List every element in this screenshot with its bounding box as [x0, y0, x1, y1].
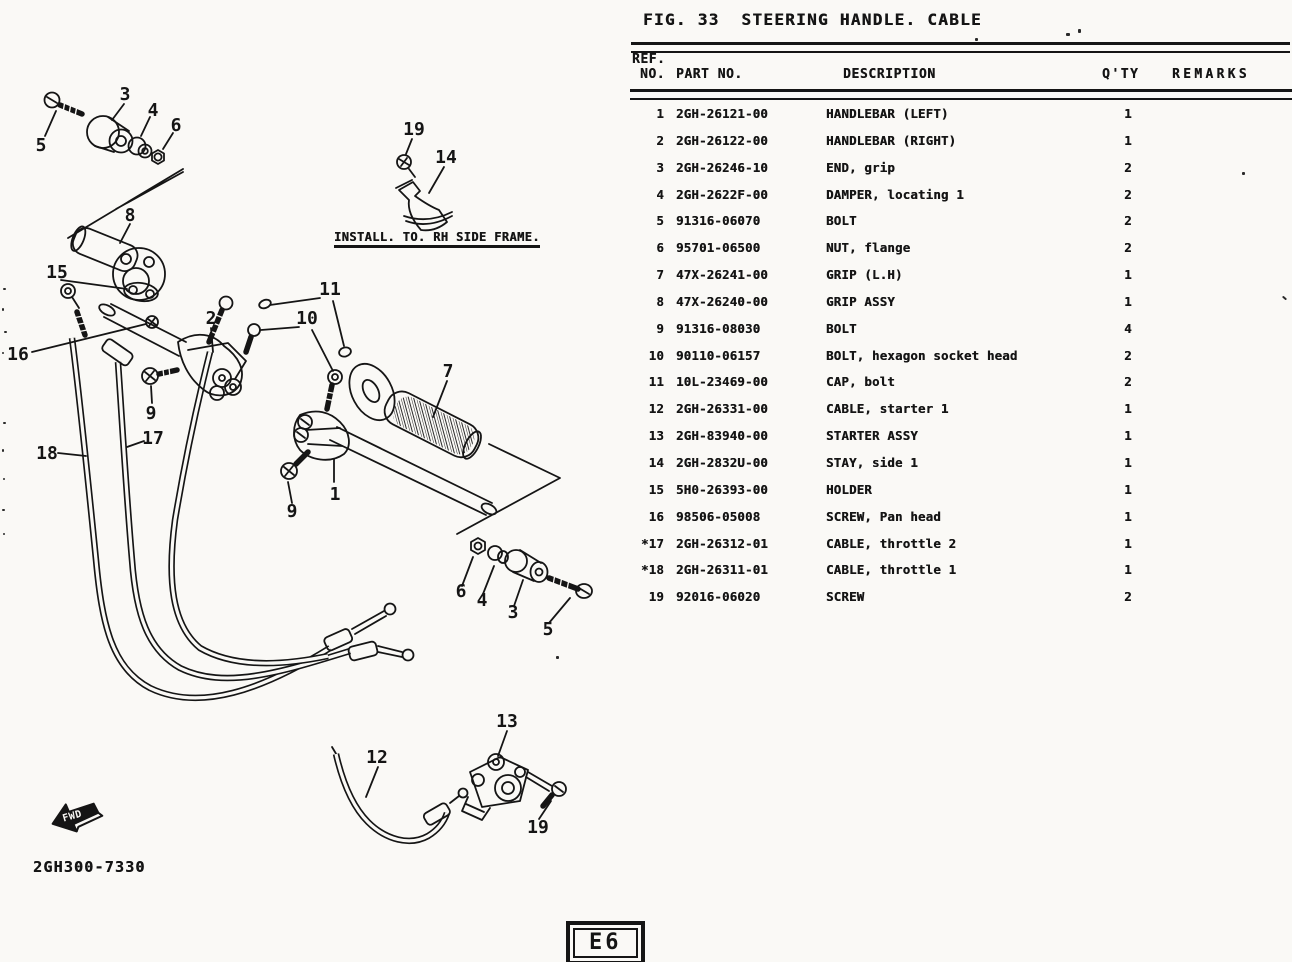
- cable-leaders: [58, 441, 144, 456]
- table-header-rule: [630, 89, 1292, 100]
- desc-cell: GRIP (L.H): [826, 267, 903, 283]
- callout-label: 4: [147, 100, 159, 121]
- part-cell: 10L-23469-00: [676, 374, 768, 390]
- table-row: [630, 106, 1292, 133]
- callout-label: 17: [142, 428, 164, 449]
- scan-speck: [2, 352, 4, 354]
- scan-speck: [2, 509, 5, 511]
- col-header-part: PART NO.: [676, 67, 743, 82]
- table-row: [630, 455, 1292, 482]
- callout-label: 9: [286, 501, 298, 522]
- desc-cell: CABLE, throttle 1: [826, 562, 957, 578]
- pointer-chevron: [457, 444, 560, 534]
- ref-cell: 10: [648, 347, 664, 363]
- qty-cell: 1: [1124, 267, 1132, 283]
- table-row: [630, 401, 1292, 428]
- callout-label: 4: [476, 590, 488, 611]
- table-row: [630, 589, 1292, 616]
- ref-cell: 7: [656, 267, 664, 283]
- install-note: INSTALL. TO. RH SIDE FRAME.: [334, 230, 540, 248]
- table-row: [630, 240, 1292, 267]
- callout-label: 16: [7, 344, 29, 365]
- qty-cell: 1: [1124, 481, 1132, 497]
- throttle-cables-drawing: [72, 338, 414, 698]
- callout-label: 5: [542, 619, 554, 640]
- desc-cell: BOLT: [826, 213, 857, 229]
- desc-cell: BOLT: [826, 320, 857, 336]
- svg-text:FWD: FWD: [61, 808, 84, 825]
- col-header-ref-1: REF.: [632, 52, 666, 67]
- desc-cell: END, grip: [826, 159, 895, 175]
- ref-cell: 2: [656, 132, 664, 148]
- desc-cell: CABLE, starter 1: [826, 401, 949, 417]
- desc-cell: DAMPER, locating 1: [826, 186, 964, 202]
- desc-cell: STAY, side 1: [826, 454, 918, 470]
- callout-label: 19: [403, 119, 425, 140]
- table-top-rule: [631, 42, 1290, 53]
- scan-speck: [4, 331, 7, 333]
- part-cell: 2GH-2622F-00: [676, 186, 768, 202]
- scan-speck: [3, 478, 5, 480]
- table-row: [630, 509, 1292, 536]
- desc-cell: CABLE, throttle 2: [826, 535, 957, 551]
- scan-speck: [1242, 172, 1245, 175]
- part-cell: 95701-06500: [676, 240, 761, 256]
- part-cell: 5H0-26393-00: [676, 481, 768, 497]
- ref-cell: 11: [648, 374, 664, 390]
- qty-cell: 1: [1124, 454, 1132, 470]
- ref-cell: 19: [648, 589, 664, 605]
- part-cell: 47X-26240-00: [676, 293, 768, 309]
- callout-label: 5: [35, 135, 47, 156]
- callout-label: 1: [329, 484, 341, 505]
- callout-label: 18: [36, 443, 58, 464]
- qty-cell: 1: [1124, 293, 1132, 309]
- scan-speck: [2, 449, 4, 452]
- callout-label: 11: [319, 279, 341, 300]
- part-cell: 2GH-2832U-00: [676, 454, 768, 470]
- desc-cell: SCREW, Pan head: [826, 508, 941, 524]
- drawing-code: 2GH300-7330: [33, 858, 146, 876]
- desc-cell: GRIP ASSY: [826, 293, 895, 309]
- ref-cell: *17: [641, 535, 664, 551]
- table-row: [630, 536, 1292, 563]
- qty-cell: 2: [1124, 374, 1132, 390]
- table-row: [630, 482, 1292, 509]
- qty-cell: 2: [1124, 240, 1132, 256]
- ref-cell: 14: [648, 454, 664, 470]
- scan-speck: [1078, 29, 1081, 33]
- page-code-box: [566, 921, 645, 962]
- fwd-arrow-icon: [48, 796, 104, 838]
- qty-cell: 1: [1124, 106, 1132, 121]
- desc-cell: HANDLEBAR (RIGHT): [826, 132, 957, 148]
- callout-label: 7: [442, 361, 454, 382]
- desc-cell: NUT, flange: [826, 240, 911, 256]
- scan-speck: [3, 288, 6, 290]
- ref-cell: 5: [656, 213, 664, 229]
- parts-table: [630, 106, 1292, 616]
- callout-label: 3: [507, 602, 519, 623]
- figure-title: FIG. 33 STEERING HANDLE. CABLE: [643, 10, 982, 29]
- callout-label: 8: [124, 205, 136, 226]
- scan-speck: [975, 38, 978, 41]
- page-code: E6: [573, 928, 638, 958]
- table-row: [630, 160, 1292, 187]
- callout-label: 19: [527, 817, 549, 838]
- ref-cell: 1: [656, 106, 664, 121]
- callout-label: 2: [205, 308, 217, 329]
- scan-speck: [3, 422, 6, 424]
- qty-cell: 2: [1124, 589, 1132, 605]
- table-row: [630, 348, 1292, 375]
- table-row: [630, 374, 1292, 401]
- table-row: [630, 294, 1292, 321]
- qty-cell: 2: [1124, 213, 1132, 229]
- callout-label: 14: [435, 147, 457, 168]
- grip-7-drawing: [340, 356, 486, 463]
- scan-speck: [2, 308, 4, 311]
- qty-cell: 2: [1124, 186, 1132, 202]
- qty-cell: 1: [1124, 428, 1132, 444]
- part-cell: 2GH-26331-00: [676, 401, 768, 417]
- ref-cell: 4: [656, 186, 664, 202]
- qty-cell: 2: [1124, 159, 1132, 175]
- desc-cell: CAP, bolt: [826, 374, 895, 390]
- desc-cell: STARTER ASSY: [826, 428, 918, 444]
- qty-cell: 1: [1124, 562, 1132, 578]
- part-cell: 98506-05008: [676, 508, 761, 524]
- ref-cell: 15: [648, 481, 664, 497]
- holder-and-cable-ends-drawing: [32, 280, 233, 367]
- table-row: [630, 267, 1292, 294]
- part-cell: 90110-06157: [676, 347, 761, 363]
- ref-cell: 8: [656, 293, 664, 309]
- table-row: [630, 428, 1292, 455]
- ref-cell: 6: [656, 240, 664, 256]
- part-cell: 2GH-26122-00: [676, 132, 768, 148]
- qty-cell: 1: [1124, 401, 1132, 417]
- scan-speck: [1066, 33, 1070, 36]
- part-cell: 91316-08030: [676, 320, 761, 336]
- desc-cell: HANDLEBAR (LEFT): [826, 106, 949, 121]
- ref-cell: 16: [648, 508, 664, 524]
- col-header-ref-2: NO.: [640, 67, 665, 82]
- ref-cell: 3: [656, 159, 664, 175]
- qty-cell: 1: [1124, 535, 1132, 551]
- scan-speck: [3, 533, 5, 535]
- callout-label: 6: [170, 115, 182, 136]
- part-cell: 2GH-26312-01: [676, 535, 768, 551]
- part-cell: 2GH-26121-00: [676, 106, 768, 121]
- ref-cell: 13: [648, 428, 664, 444]
- part-cell: 47X-26241-00: [676, 267, 768, 283]
- callout-label: 6: [455, 581, 467, 602]
- table-row: [630, 213, 1292, 240]
- qty-cell: 1: [1124, 508, 1132, 524]
- desc-cell: BOLT, hexagon socket head: [826, 347, 1018, 363]
- col-header-description: DESCRIPTION: [843, 67, 936, 82]
- callout-label: 12: [366, 747, 388, 768]
- table-row: [630, 187, 1292, 214]
- callout-label: 9: [145, 403, 157, 424]
- table-row: [630, 562, 1292, 589]
- qty-cell: 2: [1124, 347, 1132, 363]
- ref-cell: 12: [648, 401, 664, 417]
- part-cell: 91316-06070: [676, 213, 761, 229]
- bolt-5-drawing: [45, 93, 83, 137]
- callout-label: 10: [296, 308, 318, 329]
- ref-cell: *18: [641, 562, 664, 578]
- col-header-remarks: REMARKS: [1172, 67, 1250, 82]
- grip-assembly-drawing: [68, 224, 165, 300]
- parts-diagram: [0, 0, 640, 962]
- table-row: [630, 133, 1292, 160]
- part-cell: 2GH-83940-00: [676, 428, 768, 444]
- desc-cell: SCREW: [826, 589, 865, 605]
- scan-speck: [556, 656, 559, 659]
- qty-cell: 4: [1124, 320, 1132, 336]
- ref-cell: 9: [656, 320, 664, 336]
- callout-label: 13: [496, 711, 518, 732]
- part-cell: 2GH-26246-10: [676, 159, 768, 175]
- callout-label: 3: [119, 84, 131, 105]
- table-row: [630, 321, 1292, 348]
- part-cell: 2GH-26311-01: [676, 562, 768, 578]
- qty-cell: 1: [1124, 132, 1132, 148]
- callout-label: 15: [46, 262, 68, 283]
- desc-cell: HOLDER: [826, 481, 872, 497]
- part-cell: 92016-06020: [676, 589, 761, 605]
- col-header-qty: Q'TY: [1102, 67, 1140, 82]
